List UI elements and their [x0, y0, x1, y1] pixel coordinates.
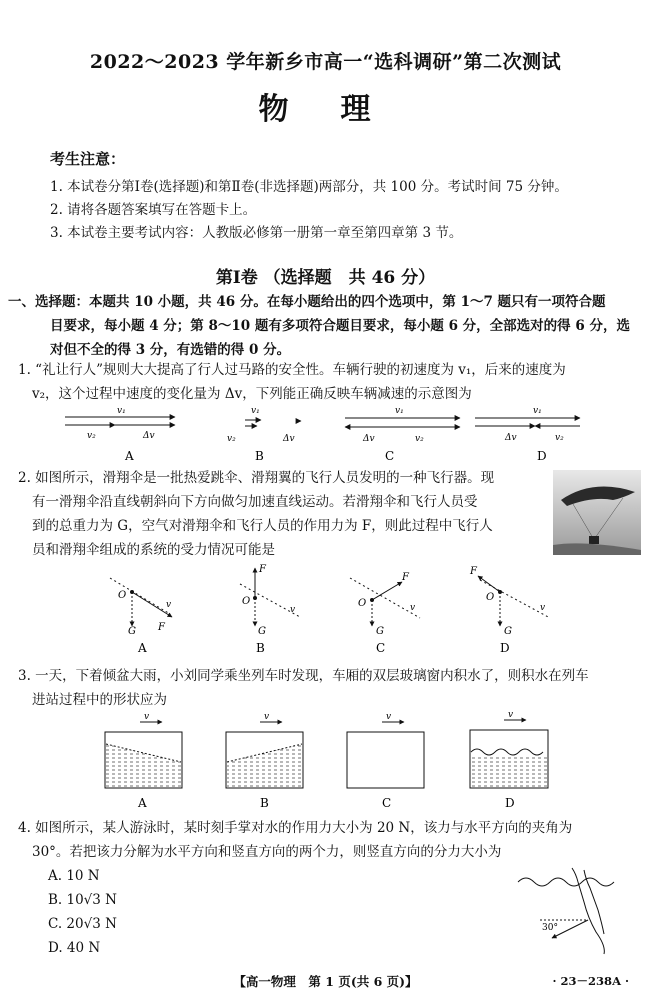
- q1-d-dv: Δv: [505, 433, 517, 443]
- q2-option-b-figure: [240, 564, 300, 637]
- q2-d-G: G: [504, 626, 512, 637]
- q1-label-a: A: [125, 449, 134, 463]
- q1-label-d: D: [537, 449, 547, 463]
- q1-c-dv: Δv: [363, 434, 375, 444]
- q2-option-c-figure: [350, 572, 420, 637]
- q2-option-d-figure: [469, 566, 550, 637]
- q3-label-a: A: [138, 796, 147, 810]
- q3-a-v: v: [144, 712, 150, 722]
- q1-label-c: C: [385, 449, 395, 463]
- q1-line-1: 1. “礼让行人”规则大大提高了行人过马路的安全性。车辆行驶的初速度为 v₁，后来的速度为: [18, 362, 566, 378]
- q2-label-c: C: [376, 641, 386, 655]
- q4-choice-b: B. 10√3 N: [48, 892, 117, 908]
- q1-option-c-figure: [345, 406, 460, 444]
- q2-b-F: F: [259, 564, 266, 575]
- q1-b-v2: v₂: [227, 434, 236, 444]
- q4-line-2: 30°。若把该力分解为水平方向和竖直方向的两个力，则竖直方向的分力大小为: [32, 844, 502, 860]
- q3-option-c-figure: [347, 712, 424, 788]
- q2-d-v: v: [540, 603, 546, 613]
- section-title: 第Ⅰ卷 （选择题 共 46 分）: [215, 268, 436, 288]
- q2-label-d: D: [500, 641, 510, 655]
- q3-option-a-figure: [105, 712, 182, 788]
- q1-option-b-figure: [227, 406, 301, 444]
- paraglider-photo: [553, 470, 641, 555]
- q2-a-v: v: [166, 600, 172, 610]
- q3-b-v: v: [264, 712, 270, 722]
- q2-b-G: G: [258, 626, 266, 637]
- paper-code: · 23－238A ·: [552, 974, 629, 988]
- q2-a-O: O: [118, 590, 127, 601]
- instruction-line-2: 目要求，每小题 4 分；第 8～10 题有多项符合题目要求，每小题 6 分，全部选对的得 6 分，选: [50, 318, 630, 334]
- q2-b-O: O: [242, 596, 251, 607]
- q2-d-O: O: [486, 592, 495, 603]
- q4-choice-a: A. 10 N: [48, 868, 100, 884]
- q2-a-G: G: [128, 626, 136, 637]
- q2-c-v: v: [410, 603, 416, 613]
- q2-line-4: 员和滑翔伞组成的系统的受力情况可能是: [32, 542, 275, 558]
- q3-option-b-figure: [226, 712, 303, 788]
- q3-label-c: C: [382, 796, 392, 810]
- page-footer: 【高一物理 第 1 页(共 6 页)】: [233, 974, 418, 989]
- notice-heading: 考生注意：: [50, 150, 126, 168]
- q3-line-1: 3. 一天，下着倾盆大雨，小刘同学乘坐列车时发现，车厢的双层玻璃窗内积水了，则积水在列车: [18, 668, 589, 684]
- subject-title: 物理: [258, 92, 423, 127]
- q1-figures: [55, 405, 585, 465]
- q2-figures: [100, 562, 580, 657]
- q1-option-a-figure: [65, 406, 175, 441]
- q2-c-G: G: [376, 626, 384, 637]
- q1-d-v2: v₂: [555, 433, 564, 443]
- q1-c-v2: v₂: [415, 434, 424, 444]
- q1-d-v1: v₁: [533, 406, 542, 416]
- q1-a-v2: v₂: [87, 431, 96, 441]
- q2-c-F: F: [402, 572, 409, 583]
- q4-line-1: 4. 如图所示，某人游泳时，某时刻手掌对水的作用力大小为 20 N，该力与水平方向的夹角为: [18, 820, 573, 836]
- q3-d-v: v: [508, 712, 514, 720]
- instruction-line-3: 对但不全的得 3 分，有选错的得 0 分。: [50, 342, 291, 358]
- notice-item-3: 3. 本试卷主要考试内容：人教版必修第一册第一章至第四章第 3 节。: [50, 225, 463, 241]
- notice-item-2: 2. 请将各题答案填写在答题卡上。: [50, 202, 257, 218]
- q2-b-v: v: [290, 605, 296, 615]
- q3-label-d: D: [505, 796, 515, 810]
- q4-swimmer-figure: [510, 860, 630, 960]
- q2-c-O: O: [358, 598, 367, 609]
- q2-line-3: 到的总重力为 G，空气对滑翔伞和飞行人员的作用力为 F，则此过程中飞行人: [32, 518, 493, 534]
- q3-line-2: 进站过程中的形状应为: [32, 692, 167, 708]
- q1-a-v1: v₁: [117, 406, 126, 416]
- q1-c-v1: v₁: [395, 406, 404, 416]
- q4-choice-c: C. 20√3 N: [48, 916, 117, 932]
- notice-item-1: 1. 本试卷分第Ⅰ卷(选择题)和第Ⅱ卷(非选择题)两部分，共 100 分。考试时间 75 分钟。: [50, 179, 568, 195]
- q1-option-d-figure: [475, 406, 580, 443]
- q1-line-2: v₂，这个过程中速度的变化量为 Δv，下列能正确反映车辆减速的示意图为: [32, 386, 472, 402]
- q2-a-F: F: [158, 622, 165, 633]
- exam-title: 2022～2023 学年新乡市高一“选科调研”第二次测试: [89, 51, 562, 73]
- q1-b-v1: v₁: [251, 406, 260, 416]
- q2-line-1: 2. 如图所示，滑翔伞是一批热爱跳伞、滑翔翼的飞行人员发明的一种飞行器。现: [18, 470, 495, 486]
- q2-d-F: F: [470, 566, 477, 577]
- q2-line-2: 有一滑翔伞沿直线朝斜向下方向做匀加速直线运动。若滑翔伞和飞行人员受: [32, 494, 478, 510]
- q1-b-dv: Δv: [283, 434, 295, 444]
- q4-choice-d: D. 40 N: [48, 940, 101, 956]
- q2-option-a-figure: [110, 578, 172, 637]
- q3-c-v: v: [386, 712, 392, 722]
- q1-a-dv: Δv: [143, 431, 155, 441]
- instruction-line-1: 一、选择题：本题共 10 小题，共 46 分。在每小题给出的四个选项中，第 1～7 题只有一项符合题: [8, 294, 606, 310]
- q3-option-d-figure: [470, 712, 548, 788]
- q1-label-b: B: [255, 449, 264, 463]
- q2-label-b: B: [256, 641, 265, 655]
- q3-figures: [100, 712, 560, 812]
- q4-angle-label: 30°: [542, 923, 558, 933]
- q2-label-a: A: [138, 641, 147, 655]
- q3-label-b: B: [260, 796, 269, 810]
